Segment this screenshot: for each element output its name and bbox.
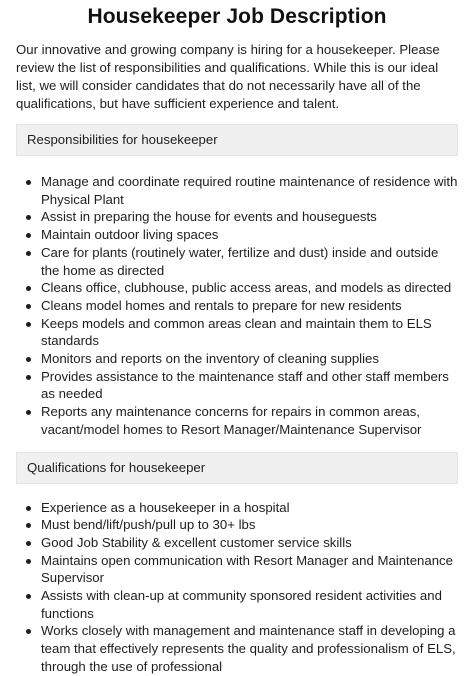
list-item: Care for plants (routinely water, fertilize and dust) inside and outside the home as directed [41,244,458,279]
list-item: Provides assistance to the maintenance staff and other staff members as needed [41,368,458,403]
list-item: Keeps models and common areas clean and maintain them to ELS standards [41,315,458,350]
list-item: Assist in preparing the house for events and houseguests [41,208,458,226]
list-item: Must bend/lift/push/pull up to 30+ lbs [41,516,458,534]
intro-paragraph: Our innovative and growing company is hiring for a housekeeper. Please review the list of responsibilities and qualifications. While this is our ideal list, we will consider candidates that do not necessarily have all of the qualifications, but have sufficient experience and talent. [16,42,440,111]
list-item: Maintain outdoor living spaces [41,226,458,244]
qualifications-heading: Qualifications for housekeeper [16,452,458,484]
list-item: Reports any maintenance concerns for repairs in common areas, vacant/model homes to Resort Manager/Maintenance Supervisor [41,403,458,438]
page-title: Housekeeper Job Description [87,5,387,28]
list-item: Manage and coordinate required routine maintenance of residence with Physical Plant [41,174,458,207]
list-item: Experience as a housekeeper in a hospital [41,499,458,517]
list-item: Cleans office, clubhouse, public access areas, and models as directed [41,279,458,297]
responsibilities-list [16,173,458,439]
qualifications-list [16,499,458,676]
list-item: Good Job Stability & excellent customer service skills [41,534,458,552]
responsibilities-heading: Responsibilities for housekeeper [16,124,458,156]
list-item: Assists with clean-up at community sponsored resident activities and functions [41,587,458,622]
list-item: Works closely with management and maintenance staff in developing a team that effectively represents the quality and professionalism of ELS, through the use of professional [41,622,458,675]
list-item: Monitors and reports on the inventory of cleaning supplies [41,350,458,368]
list-item: Cleans model homes and rentals to prepare for new residents [41,297,458,315]
list-item: Maintains open communication with Resort Manager and Maintenance Supervisor [41,552,458,587]
